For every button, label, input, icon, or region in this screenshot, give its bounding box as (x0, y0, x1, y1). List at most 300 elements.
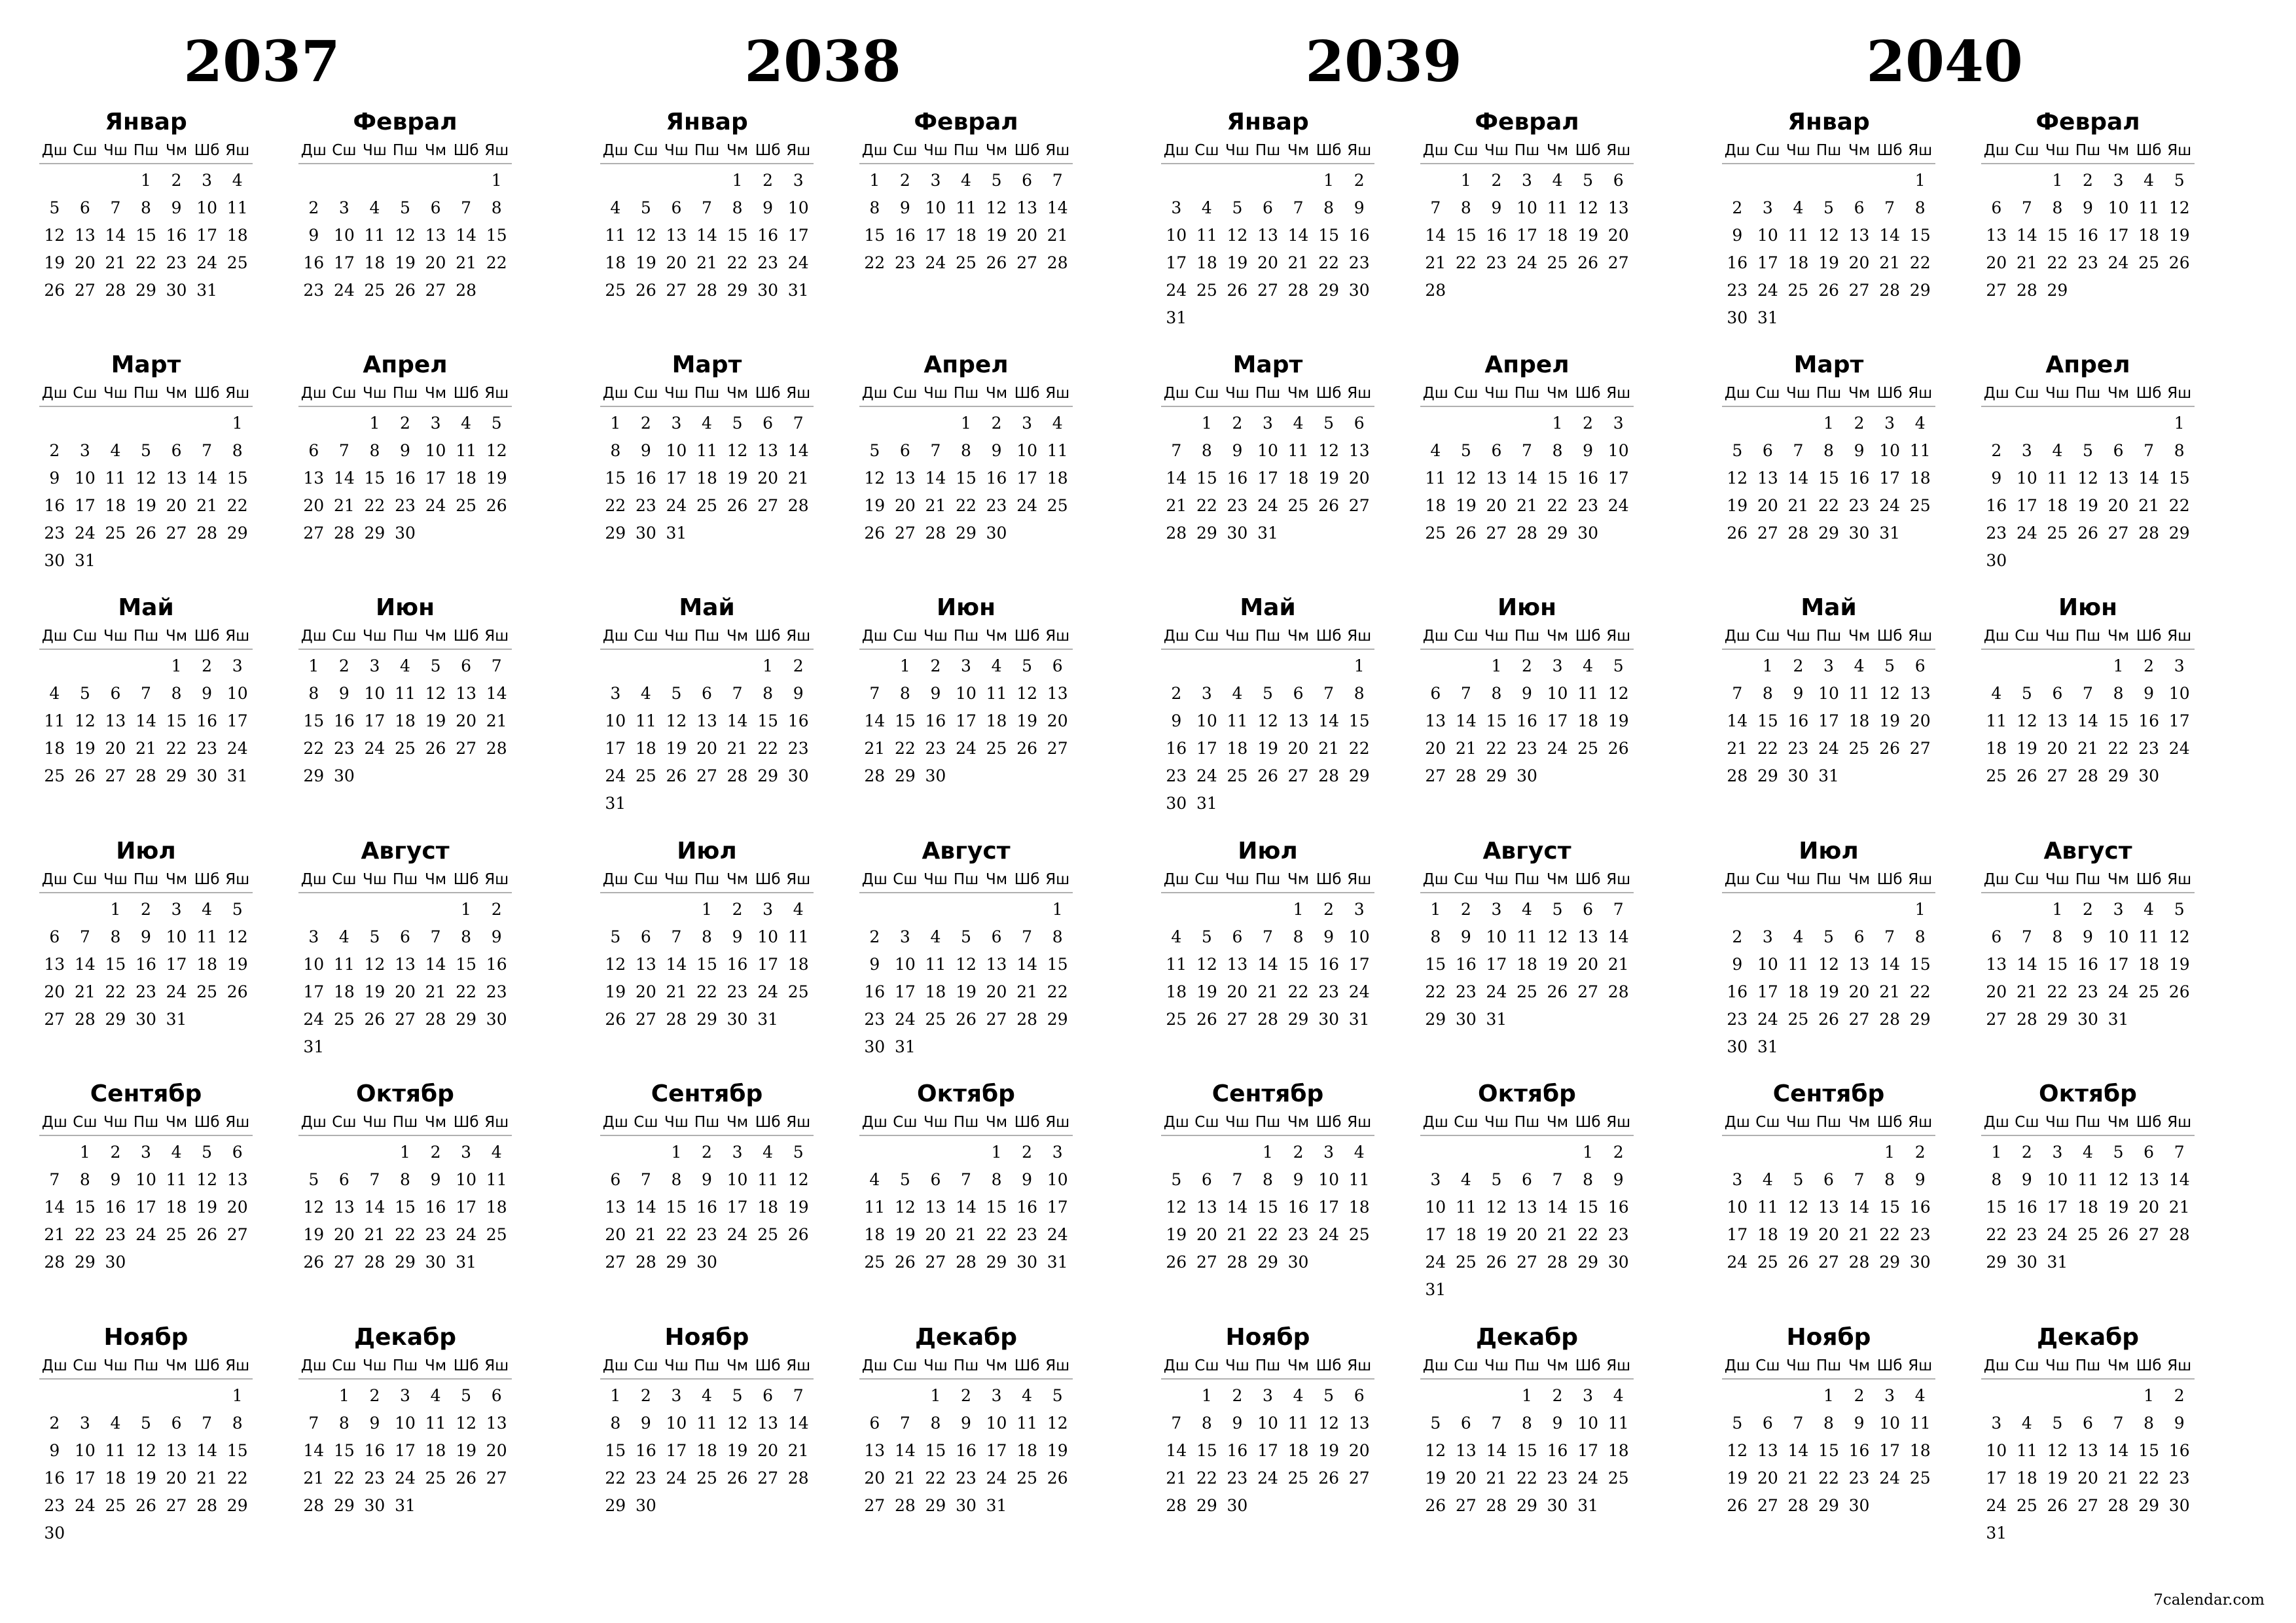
weekday-header (1981, 868, 2195, 893)
day-cell: 20 (425, 253, 446, 272)
day-cell: 19 (395, 253, 416, 272)
day-cell: 24 (395, 1469, 416, 1488)
weekday-label: Яш (1606, 1357, 1631, 1374)
weekday-label: Яш (484, 385, 509, 402)
days-grid (39, 410, 253, 575)
day-cell: 5 (1263, 684, 1273, 703)
day-cell: 11 (1287, 1414, 1309, 1433)
day-cell: 18 (925, 982, 946, 1001)
day-cell: 29 (1047, 1010, 1068, 1029)
weekday-label: Шб (1316, 1357, 1342, 1374)
day-cell: 22 (456, 982, 477, 1001)
day-cell: 18 (425, 1441, 446, 1460)
month-block (600, 108, 814, 304)
day-cell: 17 (226, 711, 248, 730)
weekday-label: Сш (1194, 628, 1219, 645)
day-cell: 29 (2047, 281, 2068, 300)
day-cell: 26 (74, 766, 96, 785)
weekday-label: Чш (1786, 385, 1810, 402)
day-cell: 23 (2168, 1469, 2190, 1488)
day-cell: 26 (196, 1225, 218, 1244)
day-cell: 22 (1577, 1225, 1599, 1244)
day-cell: 26 (726, 1469, 748, 1488)
day-cell: 20 (894, 496, 916, 515)
days-grid (298, 1139, 512, 1276)
day-cell: 12 (1166, 1198, 1187, 1217)
day-cell: 6 (2083, 1414, 2093, 1433)
day-cell: 1 (1263, 1143, 1273, 1162)
day-cell: 25 (986, 739, 1007, 758)
day-cell: 1 (369, 414, 380, 433)
day-cell: 28 (956, 1253, 977, 1272)
day-cell: 24 (166, 982, 187, 1001)
day-cell: 31 (1818, 766, 1839, 785)
day-cell: 4 (2052, 441, 2063, 460)
day-cell: 6 (1201, 1170, 1212, 1189)
weekday-label: Чш (363, 1114, 387, 1131)
day-cell: 25 (2047, 524, 2068, 543)
day-cell: 5 (141, 441, 151, 460)
day-cell: 31 (894, 1037, 916, 1056)
day-cell: 12 (605, 955, 626, 974)
day-cell: 11 (486, 1170, 507, 1189)
day-cell: 7 (793, 1386, 804, 1405)
weekday-label: Пш (1255, 385, 1281, 402)
day-cell: 16 (1166, 739, 1187, 758)
day-cell: 17 (1516, 226, 1537, 245)
day-cell: 22 (135, 253, 156, 272)
day-cell: 12 (303, 1198, 325, 1217)
weekday-label: Шб (1876, 1114, 1903, 1131)
day-cell: 9 (899, 198, 910, 217)
day-cell: 11 (1196, 226, 1217, 245)
weekday-label: Чш (924, 385, 948, 402)
day-cell: 11 (196, 927, 218, 946)
day-cell: 18 (787, 955, 809, 974)
weekday-label: Дш (1422, 1357, 1448, 1374)
day-cell: 12 (956, 955, 977, 974)
month-block (1420, 1080, 1634, 1304)
day-cell: 9 (1854, 1414, 1865, 1433)
day-cell: 21 (1455, 739, 1477, 758)
day-cell: 8 (1201, 1414, 1212, 1433)
days-grid (1981, 410, 2195, 575)
weekday-label: Чш (363, 385, 387, 402)
weekday-label: Шб (1316, 1114, 1342, 1131)
day-cell: 9 (991, 441, 1002, 460)
weekday-label: Дш (1724, 871, 1750, 888)
day-cell: 12 (1486, 1198, 1507, 1217)
day-cell: 16 (726, 955, 748, 974)
day-cell: 29 (395, 1253, 416, 1272)
day-cell: 14 (44, 1198, 65, 1217)
day-cell: 19 (1196, 982, 1217, 1001)
day-cell: 25 (2138, 253, 2160, 272)
day-cell: 23 (1016, 1225, 1038, 1244)
day-cell: 7 (2144, 441, 2155, 460)
day-cell: 3 (1552, 656, 1563, 675)
day-cell: 15 (395, 1198, 416, 1217)
day-cell: 9 (2021, 1170, 2032, 1189)
day-cell: 12 (1455, 469, 1477, 488)
day-cell: 17 (726, 1198, 748, 1217)
day-cell: 17 (1757, 253, 1778, 272)
day-cell: 28 (1516, 524, 1537, 543)
weekday-label: Чш (1786, 1114, 1810, 1131)
day-cell: 16 (956, 1441, 977, 1460)
day-cell: 28 (1227, 1253, 1248, 1272)
weekday-label: Сш (893, 385, 918, 402)
day-cell: 15 (2138, 1441, 2160, 1460)
day-cell: 16 (2016, 1198, 2037, 1217)
day-cell: 2 (1991, 441, 2002, 460)
day-cell: 22 (605, 496, 626, 515)
month-name: Ноябр (1225, 1324, 1310, 1351)
day-cell: 28 (364, 1253, 386, 1272)
weekday-header (1722, 868, 1935, 893)
day-cell: 28 (2016, 1010, 2037, 1029)
weekday-label: Чм (986, 628, 1008, 645)
day-cell: 19 (303, 1225, 325, 1244)
day-cell: 9 (1354, 198, 1365, 217)
day-cell: 4 (961, 171, 971, 190)
day-cell: 29 (135, 281, 156, 300)
day-cell: 10 (2108, 927, 2129, 946)
day-cell: 14 (635, 1198, 656, 1217)
day-cell: 15 (2047, 955, 2068, 974)
weekday-label: Сш (1454, 1357, 1479, 1374)
day-cell: 2 (491, 900, 502, 919)
day-cell: 29 (925, 1496, 946, 1515)
day-cell: 14 (1516, 469, 1537, 488)
weekday-label: Яш (786, 142, 811, 159)
day-cell: 25 (2138, 982, 2160, 1001)
day-cell: 10 (1986, 1441, 2007, 1460)
day-cell: 26 (1818, 1010, 1839, 1029)
day-cell: 6 (491, 1386, 502, 1405)
day-cell: 28 (1287, 281, 1309, 300)
month-name: Июн (1498, 594, 1556, 621)
day-cell: 25 (1287, 496, 1309, 515)
day-cell: 25 (1196, 281, 1217, 300)
days-grid (1161, 896, 1374, 1033)
weekday-header (39, 625, 253, 650)
day-cell: 18 (605, 253, 626, 272)
day-cell: 15 (605, 1441, 626, 1460)
weekday-label: Яш (484, 871, 509, 888)
day-cell: 10 (1818, 684, 1839, 703)
day-cell: 2 (430, 1143, 441, 1162)
day-cell: 16 (986, 469, 1007, 488)
day-cell: 15 (757, 711, 779, 730)
weekday-label: Чш (363, 1357, 387, 1374)
day-cell: 23 (757, 253, 779, 272)
day-cell: 23 (2077, 982, 2098, 1001)
day-cell: 30 (196, 766, 218, 785)
day-cell: 18 (226, 226, 248, 245)
day-cell: 17 (2047, 1198, 2068, 1217)
day-cell: 18 (364, 253, 386, 272)
day-cell: 16 (2168, 1441, 2190, 1460)
month-block (1161, 1323, 1374, 1520)
day-cell: 4 (2021, 1414, 2032, 1433)
weekday-header (39, 382, 253, 407)
day-cell: 22 (1196, 1469, 1217, 1488)
day-cell: 11 (1516, 927, 1537, 946)
year-title: 2039 (1305, 29, 1462, 95)
weekday-label: Дш (1163, 1114, 1189, 1131)
weekday-label: Дш (861, 871, 888, 888)
day-cell: 24 (1818, 739, 1839, 758)
day-cell: 22 (364, 496, 386, 515)
day-cell: 9 (1022, 1170, 1033, 1189)
day-cell: 8 (1762, 684, 1773, 703)
weekday-label: Пш (2075, 1114, 2101, 1131)
day-cell: 1 (732, 171, 743, 190)
day-cell: 18 (1787, 253, 1809, 272)
day-cell: 13 (1757, 469, 1778, 488)
day-cell: 11 (1455, 1198, 1477, 1217)
month-block (298, 594, 512, 790)
month-name: Май (679, 594, 735, 621)
day-cell: 2 (2083, 171, 2093, 190)
day-cell: 4 (762, 1143, 774, 1162)
day-cell: 16 (486, 955, 507, 974)
days-grid (859, 1139, 1073, 1276)
day-cell: 16 (1287, 1198, 1309, 1217)
weekday-label: Пш (953, 871, 979, 888)
day-cell: 16 (44, 1469, 65, 1488)
day-cell: 2 (1022, 1143, 1033, 1162)
weekday-label: Пш (953, 385, 979, 402)
year-block-2037 (0, 0, 524, 1597)
day-cell: 8 (671, 1170, 682, 1189)
days-grid (1722, 896, 1935, 1061)
month-name: Январ (1787, 109, 1870, 135)
weekday-label: Чш (664, 1114, 689, 1131)
day-cell: 29 (2108, 766, 2129, 785)
day-cell: 25 (395, 739, 416, 758)
day-cell: 3 (232, 656, 243, 675)
day-cell: 28 (1879, 1010, 1901, 1029)
day-cell: 30 (1166, 794, 1187, 813)
weekday-label: Шб (2136, 871, 2162, 888)
month-block (1722, 108, 1935, 332)
weekday-label: Чш (1484, 385, 1509, 402)
day-cell: 14 (1879, 226, 1901, 245)
day-cell: 22 (2168, 496, 2190, 515)
day-cell: 16 (2077, 955, 2098, 974)
day-cell: 22 (925, 1469, 946, 1488)
day-cell: 23 (986, 496, 1007, 515)
day-cell: 17 (333, 253, 355, 272)
day-cell: 9 (202, 684, 213, 703)
day-cell: 7 (79, 927, 90, 946)
weekday-label: Чм (166, 142, 188, 159)
weekday-label: Пш (2075, 385, 2101, 402)
day-cell: 8 (1884, 1170, 1895, 1189)
day-cell: 24 (1607, 496, 1629, 515)
weekday-label: Яш (1606, 142, 1631, 159)
day-cell: 31 (196, 281, 218, 300)
weekday-label: Яш (1347, 385, 1372, 402)
day-cell: 12 (1318, 441, 1340, 460)
day-cell: 26 (456, 1469, 477, 1488)
weekday-header (600, 868, 814, 893)
day-cell: 20 (605, 1225, 626, 1244)
day-cell: 10 (787, 198, 809, 217)
day-cell: 10 (605, 711, 626, 730)
day-cell: 10 (226, 684, 248, 703)
day-cell: 9 (2083, 198, 2093, 217)
weekday-label: Пш (1255, 142, 1281, 159)
day-cell: 23 (1727, 281, 1748, 300)
day-cell: 16 (1787, 711, 1809, 730)
day-cell: 21 (364, 1225, 386, 1244)
day-cell: 14 (1257, 955, 1278, 974)
day-cell: 1 (232, 1386, 243, 1405)
day-cell: 22 (757, 739, 779, 758)
day-cell: 31 (757, 1010, 779, 1029)
weekday-label: Чм (726, 385, 749, 402)
day-cell: 10 (726, 1170, 748, 1189)
day-cell: 14 (486, 684, 507, 703)
day-cell: 6 (1354, 1386, 1365, 1405)
day-cell: 5 (202, 1143, 213, 1162)
day-cell: 27 (456, 739, 477, 758)
day-cell: 12 (1879, 684, 1901, 703)
weekday-label: Чш (1225, 1357, 1249, 1374)
day-cell: 16 (44, 496, 65, 515)
weekday-label: Чм (986, 385, 1008, 402)
day-cell: 25 (1166, 1010, 1187, 1029)
day-cell: 19 (456, 1441, 477, 1460)
day-cell: 8 (491, 198, 502, 217)
day-cell: 16 (1909, 1198, 1931, 1217)
day-cell: 22 (2047, 982, 2068, 1001)
day-cell: 30 (1516, 766, 1537, 785)
day-cell: 27 (1486, 524, 1507, 543)
day-cell: 30 (635, 524, 656, 543)
weekday-label: Яш (2167, 385, 2192, 402)
day-cell: 24 (2108, 253, 2129, 272)
weekday-label: Пш (2075, 142, 2101, 159)
day-cell: 31 (787, 281, 809, 300)
day-cell: 15 (605, 469, 626, 488)
day-cell: 19 (2108, 1198, 2129, 1217)
day-cell: 20 (2138, 1198, 2160, 1217)
day-cell: 20 (333, 1225, 355, 1244)
day-cell: 23 (1547, 1469, 1568, 1488)
weekday-label: Чм (425, 1114, 447, 1131)
weekday-header (39, 868, 253, 893)
month-block (39, 351, 253, 575)
weekday-label: Сш (2015, 385, 2039, 402)
day-cell: 6 (1232, 927, 1243, 946)
day-cell: 22 (486, 253, 507, 272)
day-cell: 1 (171, 656, 182, 675)
day-cell: 5 (141, 1414, 151, 1433)
day-cell: 8 (1914, 198, 1926, 217)
day-cell: 2 (702, 1143, 712, 1162)
day-cell: 17 (364, 711, 386, 730)
day-cell: 7 (1793, 1414, 1804, 1433)
day-cell: 5 (732, 1386, 743, 1405)
day-cell: 3 (671, 1386, 682, 1405)
day-cell: 9 (732, 927, 743, 946)
day-cell: 26 (2047, 1496, 2068, 1515)
day-cell: 8 (2144, 1414, 2155, 1433)
day-cell: 18 (956, 226, 977, 245)
day-cell: 16 (925, 711, 946, 730)
day-cell: 3 (1732, 1170, 1743, 1189)
weekday-label: Чм (2108, 871, 2130, 888)
day-cell: 18 (1848, 711, 1870, 730)
day-cell: 26 (1047, 1469, 1068, 1488)
weekday-label: Чм (425, 142, 447, 159)
day-cell: 7 (671, 927, 682, 946)
weekday-label: Дш (300, 1114, 327, 1131)
month-block (1161, 351, 1374, 547)
day-cell: 28 (456, 281, 477, 300)
day-cell: 14 (333, 469, 355, 488)
day-cell: 12 (1016, 684, 1038, 703)
weekday-label: Чм (2108, 628, 2130, 645)
weekday-label: Сш (73, 628, 98, 645)
day-cell: 15 (226, 469, 248, 488)
weekday-label: Яш (1045, 628, 1070, 645)
weekday-label: Сш (893, 142, 918, 159)
day-cell: 17 (2108, 226, 2129, 245)
day-cell: 11 (1986, 711, 2007, 730)
day-cell: 18 (1577, 711, 1599, 730)
day-cell: 26 (1727, 1496, 1748, 1515)
day-cell: 4 (991, 656, 1002, 675)
day-cell: 16 (1547, 1441, 1568, 1460)
day-cell: 1 (1914, 900, 1926, 919)
day-cell: 31 (1757, 308, 1778, 327)
day-cell: 29 (1516, 1496, 1537, 1515)
weekday-label: Пш (1514, 871, 1540, 888)
day-cell: 14 (1318, 711, 1340, 730)
weekday-label: Пш (2075, 1357, 2101, 1374)
day-cell: 20 (74, 253, 96, 272)
day-cell: 3 (991, 1386, 1002, 1405)
weekday-label: Чш (1786, 628, 1810, 645)
day-cell: 11 (226, 198, 248, 217)
weekday-label: Шб (1014, 385, 1040, 402)
day-cell: 18 (105, 1469, 126, 1488)
day-cell: 19 (726, 469, 748, 488)
day-cell: 8 (1583, 1170, 1594, 1189)
day-cell: 10 (166, 927, 187, 946)
day-cell: 9 (491, 927, 502, 946)
day-cell: 9 (1552, 1414, 1563, 1433)
days-grid (1420, 410, 1634, 547)
day-cell: 13 (166, 469, 187, 488)
day-cell: 19 (666, 739, 687, 758)
weekday-header (1161, 139, 1374, 164)
weekday-label: Чм (726, 628, 749, 645)
day-cell: 3 (1171, 198, 1182, 217)
day-cell: 12 (196, 1170, 218, 1189)
day-cell: 9 (869, 955, 880, 974)
day-cell: 8 (1552, 441, 1563, 460)
day-cell: 20 (1016, 226, 1038, 245)
day-cell: 28 (74, 1010, 96, 1029)
days-grid (600, 410, 814, 547)
day-cell: 13 (1757, 1441, 1778, 1460)
